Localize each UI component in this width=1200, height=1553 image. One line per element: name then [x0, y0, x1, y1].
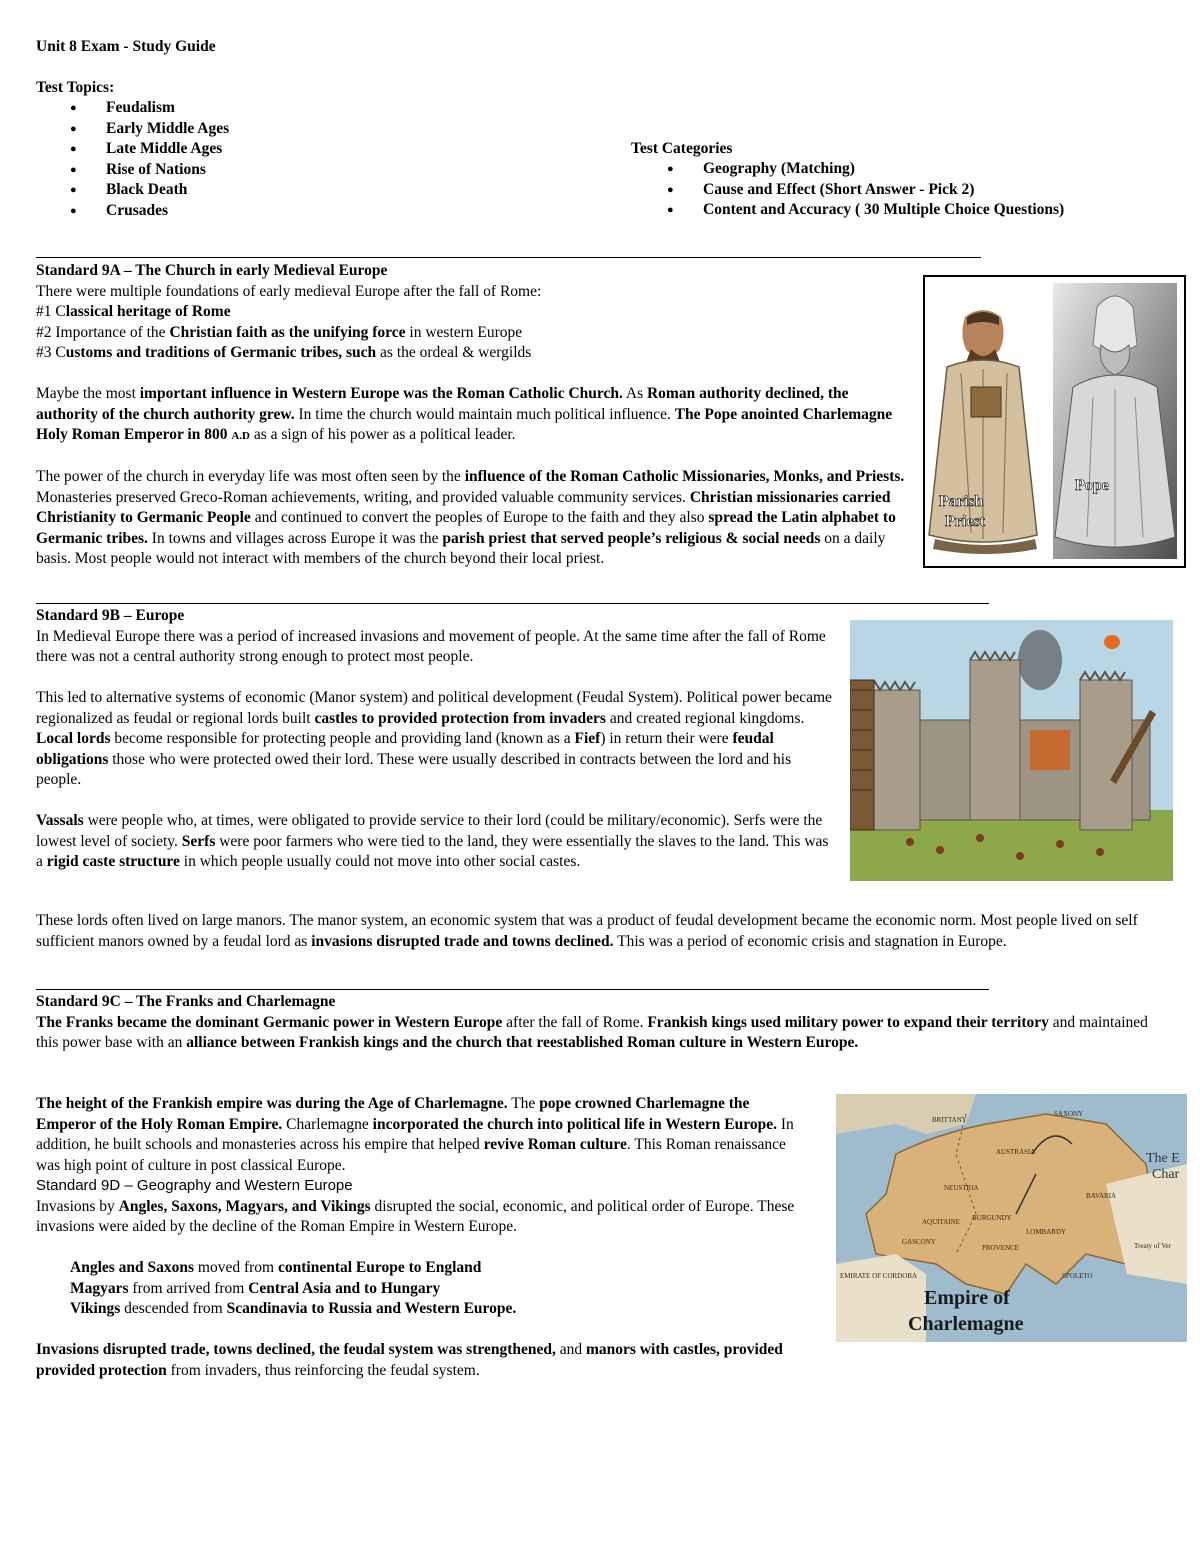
- divider: [36, 603, 989, 604]
- map-label: SAXONY: [1054, 1110, 1084, 1118]
- paragraph: Maybe the most important influence in Western Europe was the Roman Catholic Church. As Roman authority declined, the authority of the church authority grew. In time the church would maintain much political influence. The Pope anointed Charlemagne Holy Roman Emperor in 800 A.D as a sign of his power as a political leader.: [36, 385, 893, 443]
- figure-label: Pope: [1075, 477, 1109, 494]
- list-item: Vikings descended from Scandinavia to Russia and Western Europe.: [70, 1300, 517, 1317]
- section-9c-charlemagne: [36, 1094, 796, 1381]
- map-label: GASCONY: [902, 1238, 936, 1246]
- section-heading: Standard 9D – Geography and Western Europe: [36, 1177, 353, 1194]
- topics-heading: Test Topics:: [36, 79, 115, 96]
- map-label: EMIRATE OF CORDOBA: [840, 1272, 918, 1280]
- paragraph: The Franks became the dominant Germanic power in Western Europe after the fall of Rome. Frankish kings used military power to expand their territory and maintained this power base with an alliance between Frankish kings and the church that reestablished Roman culture in Western Europe.: [36, 1013, 1148, 1051]
- list-item: Angles and Saxons moved from continental Europe to England: [70, 1259, 482, 1276]
- paragraph: These lords often lived on large manors. The manor system, an economic system that was a product of feudal development became the economic norm. Most people lived on self sufficient manors owned by a feudal lord as invasions disrupted trade and towns declined. This was a period of economic crisis and stagnation in Europe.: [36, 912, 1138, 950]
- paragraph: #2 Importance of the Christian faith as the unifying force in western Europe: [36, 323, 523, 341]
- list-item: ● Early Middle Ages: [70, 119, 229, 140]
- paragraph: #3 Customs and traditions of Germanic tribes, such as the ordeal & wergilds: [36, 344, 532, 361]
- paragraph: There were multiple foundations of early medieval Europe after the fall of Rome:: [36, 282, 542, 300]
- list-item: ● Geography (Matching): [667, 159, 1064, 180]
- paragraph: Vassals were people who, at times, were obligated to provide service to their lord (could be military/economic). Serfs were the lowest level of society. Serfs were poor farmers who were tied to the land, they were essentially the slaves to the land. This was a rigid caste structure in which people usually could not move into other social castes.: [36, 812, 829, 870]
- categories-heading: Test Categories: [631, 140, 733, 157]
- map-side-label: Char: [1152, 1167, 1180, 1182]
- figure-label: Parish: [939, 493, 984, 510]
- figure-label: Priest: [945, 513, 985, 530]
- list-item: ● Cause and Effect (Short Answer - Pick 2): [667, 180, 1064, 201]
- paragraph: This led to alternative systems of economic (Manor system) and political development (Feudal System). Political power became regionalized as feudal or regional lords built castles to provided protection from invaders and created regional kingdoms. Local lords become responsible for protecting people and providing land (known as a Fief) in return their were feudal obligations those who were protected owed their lord. These were usually described in contracts between the lord and his people.: [36, 689, 832, 788]
- map-label: BAVARIA: [1086, 1192, 1117, 1200]
- map-label: NEUSTRIA: [944, 1184, 979, 1192]
- church-figure: [923, 275, 1186, 568]
- page-title: Unit 8 Exam - Study Guide: [36, 38, 216, 55]
- topics-list: [70, 98, 229, 221]
- section-9c: [36, 992, 1166, 1054]
- list-item: ● Content and Accuracy ( 30 Multiple Choice Questions): [667, 200, 1064, 221]
- paragraph: #1 Classical heritage of Rome: [36, 303, 231, 320]
- list-item: ● Black Death: [70, 180, 229, 201]
- list-item: ● Late Middle Ages: [70, 139, 229, 160]
- paragraph: The height of the Frankish empire was during the Age of Charlemagne. The pope crowned Charlemagne the Emperor of the Holy Roman Empire. Charlemagne incorporated the church into political life in Western Europe. In addition, he built schools and monasteries across his empire that helped revive Roman culture. This Roman renaissance was high point of culture in post classical Europe.: [36, 1095, 794, 1174]
- map-label: SPOLETO: [1062, 1272, 1093, 1280]
- castle-illustration: [850, 620, 1173, 881]
- section-9b: [36, 606, 836, 873]
- fireball-icon: [1104, 635, 1120, 649]
- map-label: PROVENCE: [982, 1244, 1019, 1252]
- paragraph: In Medieval Europe there was a period of increased invasions and movement of people. At the same time after the fall of Rome there was not a central authority strong enough to protect most people.: [36, 627, 826, 665]
- categories-list: [667, 159, 1064, 221]
- section-heading: Standard 9A – The Church in early Medieval Europe: [36, 262, 388, 279]
- section-heading: Standard 9C – The Franks and Charlemagne: [36, 993, 336, 1010]
- empire-map: [836, 1094, 1187, 1342]
- map-side-label: The E: [1146, 1151, 1180, 1166]
- section-heading: Standard 9B – Europe: [36, 607, 185, 624]
- divider: [36, 989, 989, 990]
- list-item: ● Crusades: [70, 201, 229, 222]
- paragraph: The power of the church in everyday life was most often seen by the influence of the Roman Catholic Missionaries, Monks, and Priests. Monasteries preserved Greco-Roman achievements, writing, and provided valuable community services. Christian missionaries carried Christianity to Germanic People and continued to convert the peoples of Europe to the faith and they also spread the Latin alphabet to Germanic tribes. In towns and villages across Europe it was the parish priest that served people’s religious & social needs on a daily basis. Most people would not interact with members of the church beyond their local priest.: [36, 468, 905, 567]
- paragraph: Invasions by Angles, Saxons, Magyars, and Vikings disrupted the social, economic, and political order of Europe. These invasions were aided by the decline of the Roman Empire in Western Europe.: [36, 1197, 795, 1235]
- list-item: Magyars from arrived from Central Asia and to Hungary: [70, 1279, 441, 1297]
- map-label: BRITTANY: [932, 1116, 967, 1124]
- map-label: Treaty of Ver: [1134, 1242, 1171, 1250]
- list-item: ● Rise of Nations: [70, 160, 229, 181]
- map-label: AUSTRASIA: [996, 1148, 1036, 1156]
- paragraph: Invasions disrupted trade, towns declined, the feudal system was strengthened, and manors with castles, provided provided protection from invaders, thus reinforcing the feudal system.: [36, 1341, 783, 1379]
- list-item: ● Feudalism: [70, 98, 229, 119]
- map-label: LOMBARDY: [1026, 1228, 1067, 1236]
- map-label: BURGUNDY: [972, 1214, 1012, 1222]
- map-label: AQUITAINE: [922, 1218, 960, 1226]
- map-title: Charlemagne: [908, 1313, 1024, 1335]
- section-9b-manor: [36, 911, 1166, 952]
- section-9a: [36, 261, 906, 570]
- priest-pope-illustration: [925, 277, 1184, 566]
- divider: [36, 257, 981, 258]
- map-title: Empire of: [924, 1287, 1010, 1309]
